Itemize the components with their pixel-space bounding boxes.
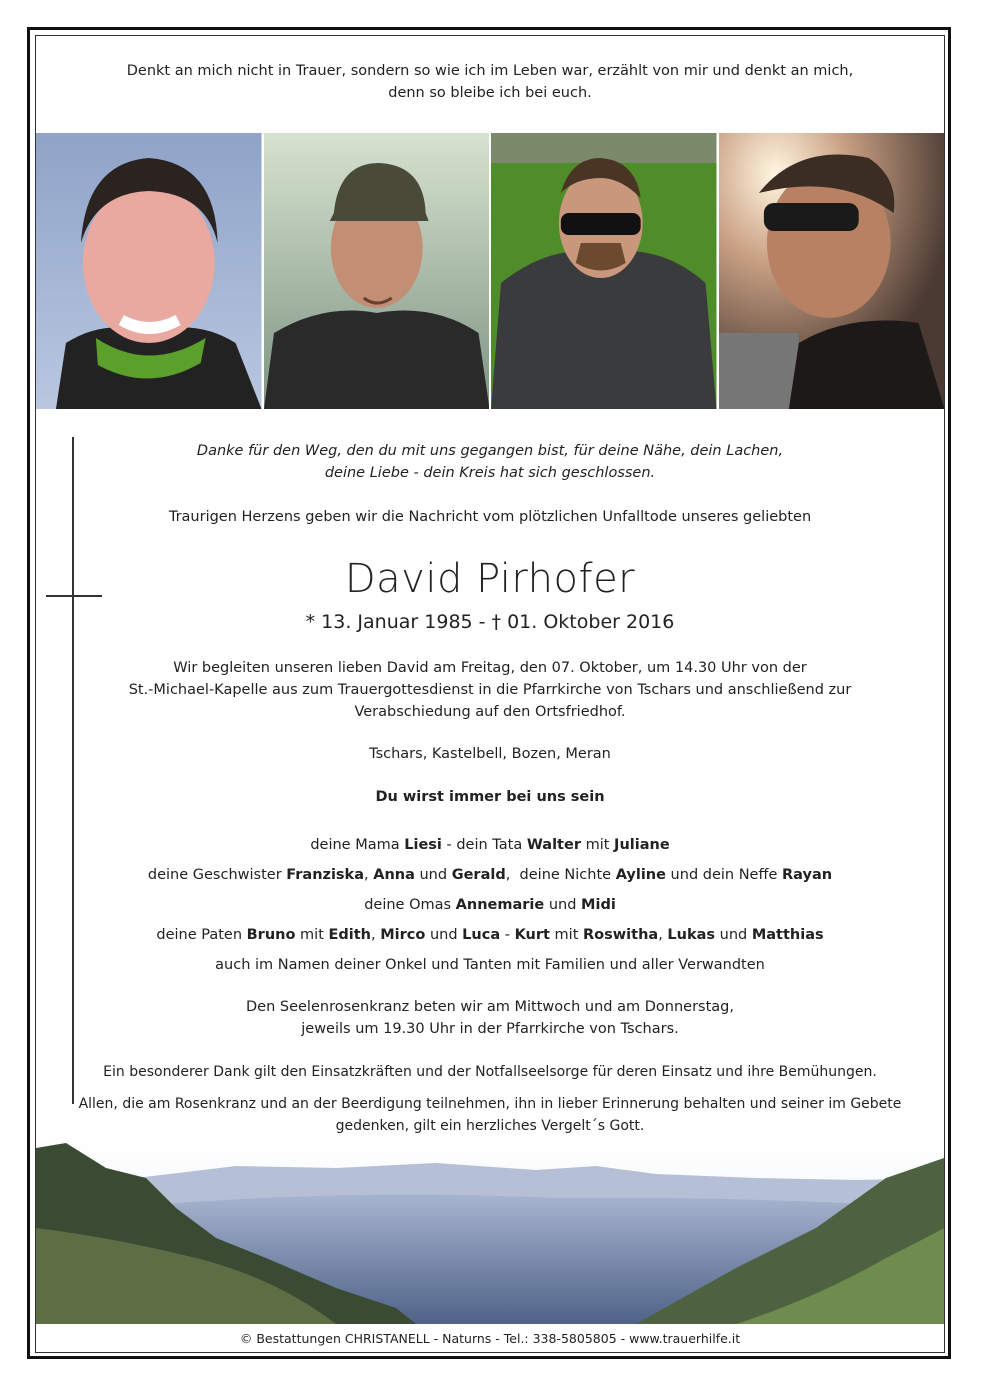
mourner-name: Anna (373, 867, 415, 883)
portrait-photo-1 (36, 133, 262, 409)
mourner-text: mit (580, 837, 615, 853)
mourners-line5: auch im Namen deiner Onkel und Tanten mit Familien und aller Verwandten (215, 957, 765, 973)
special-thanks: Ein besonderer Dank gilt den Einsatzkräften und der Notfallseelsorge für deren Einsatz und ihre Bemühungen. (103, 1064, 877, 1080)
mourner-name: Bruno (246, 927, 296, 943)
footer-credit: © Bestattungen CHRISTANELL - Naturns - Tel.: 338-5805805 - www.trauerhilfe.it (239, 1331, 741, 1346)
mourner-name: Annemarie (455, 897, 545, 913)
closing-line2: gedenken, gilt ein herzliches Vergelt´s Gott. (335, 1118, 645, 1134)
mourner-text: deine Paten (156, 927, 247, 943)
mourner-text: und (414, 867, 452, 883)
top-quote-line2: denn so bleibe ich bei euch. (388, 85, 592, 101)
thanks-quote (35, 440, 945, 484)
mourner-text: und (425, 927, 463, 943)
mourner-text: und dein Neffe (665, 867, 782, 883)
landscape-photo (36, 1138, 944, 1324)
mourner-text: deine Mama (310, 837, 405, 853)
mourner-text: - dein Tata (441, 837, 527, 853)
mourners-line1 (35, 830, 945, 860)
mourner-name: Kurt (514, 927, 550, 943)
top-quote (35, 60, 945, 104)
mourner-text: deine Geschwister (147, 867, 287, 883)
closing-line1: Allen, die am Rosenkranz und an der Beerdigung teilnehmen, ihn in lieber Erinnerung behalten und seiner im Gebete (78, 1096, 902, 1112)
mourner-name: Ayline (615, 867, 666, 883)
top-quote-line1: Denkt an mich nicht in Trauer, sondern so wie ich im Leben war, erzählt von mir und denkt an mich, (126, 63, 854, 79)
mourner-name: Mirco (380, 927, 426, 943)
mourner-name: Juliane (614, 837, 670, 853)
mourners-line3 (35, 890, 945, 920)
funeral-info (35, 657, 945, 723)
mourner-name: Rayan (782, 867, 833, 883)
mourner-text: , (371, 927, 381, 943)
mourner-name: Gerald (451, 867, 506, 883)
places: Tschars, Kastelbell, Bozen, Meran (369, 746, 611, 762)
portrait-photo-3 (491, 133, 717, 409)
mourner-name: Franziska (286, 867, 364, 883)
thanks-quote-line1: Danke für den Weg, den du mit uns gegangen bist, für deine Nähe, dein Lachen, (196, 443, 784, 459)
mourner-name: Liesi (404, 837, 442, 853)
mourner-text: und (715, 927, 752, 943)
photo-strip (36, 133, 944, 409)
mourner-text: mit (295, 927, 329, 943)
mourner-name: Edith (328, 927, 372, 943)
portrait-photo-2 (264, 133, 490, 409)
deceased-dates: * 13. Januar 1985 - † 01. Oktober 2016 (305, 611, 675, 633)
mourner-name: Roswitha (583, 927, 659, 943)
funeral-line2: St.-Michael-Kapelle aus zum Trauergottesdienst in die Pfarrkirche von Tschars und anschließend zur (128, 682, 852, 698)
rosary-line1: Den Seelenrosenkranz beten wir am Mittwoch und am Donnerstag, (246, 999, 734, 1015)
mourner-text: , deine Nichte (505, 867, 616, 883)
rosary-line2: jeweils um 19.30 Uhr in der Pfarrkirche von Tschars. (301, 1021, 679, 1037)
funeral-line1: Wir begleiten unseren lieben David am Freitag, den 07. Oktober, um 14.30 Uhr von der (173, 660, 807, 676)
announcement: Traurigen Herzens geben wir die Nachricht vom plötzlichen Unfalltode unseres geliebten (168, 509, 812, 525)
mourner-text: und (544, 897, 582, 913)
thanks-quote-line2: deine Liebe - dein Kreis hat sich geschlossen. (324, 465, 656, 481)
mourner-text: deine Omas (364, 897, 456, 913)
mourner-text: , (658, 927, 668, 943)
portrait-photo-4 (719, 133, 945, 409)
mourners (35, 830, 945, 980)
closing-text (35, 1093, 945, 1137)
mourner-name: Lukas (667, 927, 716, 943)
deceased-name: David Pirhofer (344, 556, 636, 602)
mourner-name: Matthias (751, 927, 824, 943)
mourner-name: Walter (526, 837, 581, 853)
mourner-name: Midi (581, 897, 616, 913)
mourner-text: - (500, 927, 515, 943)
motto: Du wirst immer bei uns sein (375, 789, 605, 805)
mourner-name: Luca (462, 927, 501, 943)
mourner-text: , (364, 867, 374, 883)
mourner-text: mit (549, 927, 584, 943)
mourners-line2 (35, 860, 945, 890)
mourners-line4 (35, 920, 945, 950)
funeral-line3: Verabschiedung auf den Ortsfriedhof. (354, 704, 626, 720)
rosary-info (35, 996, 945, 1040)
